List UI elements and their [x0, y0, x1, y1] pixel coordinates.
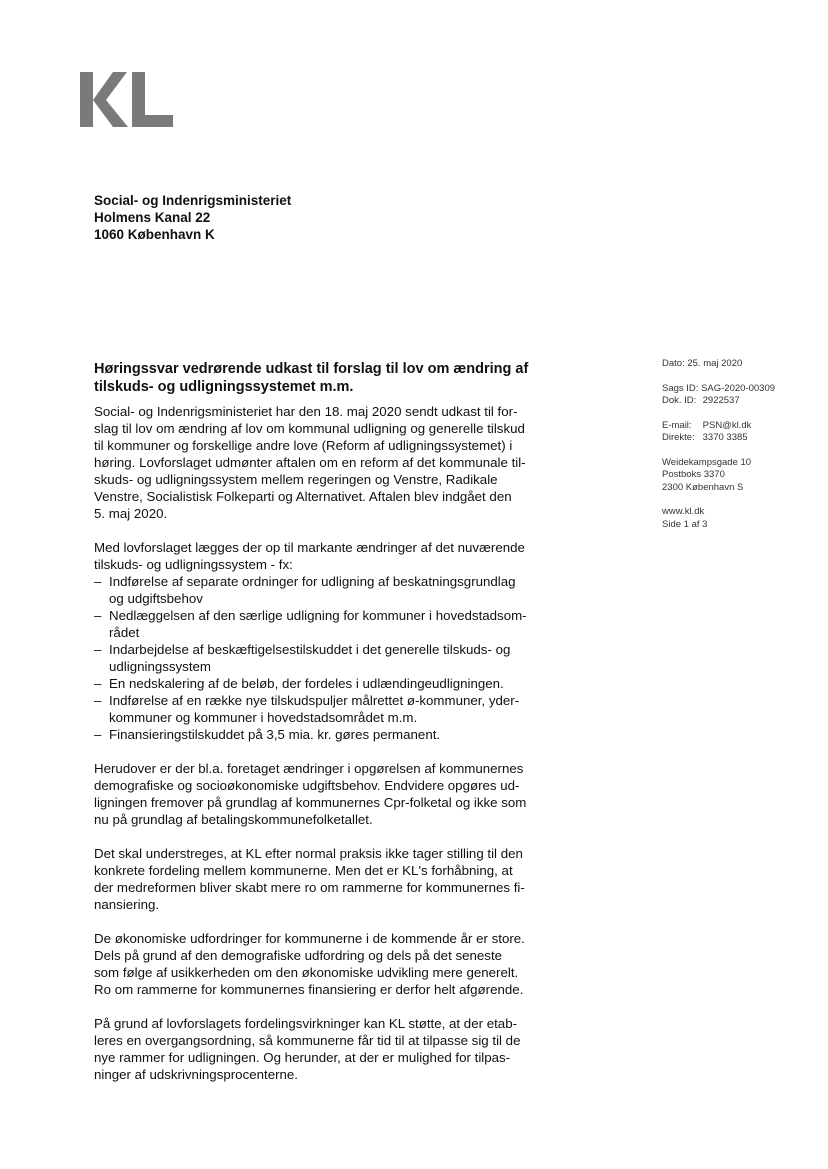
text-line: Venstre, Socialistisk Folkeparti og Alternativet. Aftalen blev indgået den [94, 489, 512, 504]
text-line: Med lovforslaget lægges der op til markante ændringer af det nuværende [94, 540, 525, 555]
list-item-line: udligningssystem [109, 659, 211, 674]
sender-address-line: Weidekampsgade 10 [662, 456, 752, 468]
email-value: PSN@kl.dk [702, 419, 752, 431]
text-line: 5. maj 2020. [94, 506, 168, 521]
document-heading [94, 360, 554, 396]
text-line: Dels på grund af den demografiske udfordring og dels på det seneste [94, 948, 503, 963]
list-item-line: Indførelse af separate ordninger for udligning af beskatningsgrundlag [109, 574, 516, 589]
list-item-line: En nedskalering af de beløb, der fordeles i udlændingeudligningen. [109, 676, 504, 691]
text-line: tilskuds- og udligningssystem - fx: [94, 557, 293, 572]
list-item-line: kommuner og kommuner i hovedstadsområdet m.m. [109, 710, 418, 725]
text-line: nansiering. [94, 897, 160, 912]
paragraph [94, 403, 554, 522]
text-line: De økonomiske udfordringer for kommunerne i de kommende år er store. [94, 931, 525, 946]
list-item-line: Nedlæggelsen af den særlige udligning for kommuner i hovedstadsom- [109, 608, 527, 623]
text-line: På grund af lovforslagets fordelingsvirkninger kan KL støtte, at der etab- [94, 1016, 518, 1031]
kl-logo [80, 70, 180, 130]
date-value: 25. maj 2020 [687, 358, 743, 369]
document-body [94, 403, 554, 1100]
text-line: Herudover er der bl.a. foretaget ændringer i opgørelsen af kommunernes [94, 761, 524, 776]
email-row [662, 420, 775, 433]
sender-address-line: 2300 København S [662, 481, 744, 493]
page-number: Side 1 af 3 [662, 518, 708, 530]
date-row [662, 358, 775, 371]
direct-phone-value: 3370 3385 [702, 432, 748, 443]
list-item-line: rådet [109, 625, 140, 640]
paragraph-with-list [94, 539, 554, 743]
heading-line: tilskuds- og udligningssystemet m.m. [94, 379, 354, 395]
heading-line: Høringssvar vedrørende udkast til forslag til lov om ændring af [94, 361, 529, 377]
list-item-line: Indarbejdelse af beskæftigelsestilskuddet i det generelle tilskuds- og [109, 642, 511, 657]
bullet-dash: – [94, 574, 102, 589]
case-id-value: SAG-2020-00309 [701, 382, 776, 394]
date-label: Dato: [662, 358, 685, 369]
doc-id-value: 2922537 [702, 395, 740, 406]
list-item [94, 607, 554, 641]
doc-id-label: Dok. ID: [662, 395, 697, 406]
text-line: konkrete fordeling mellem kommunerne. Men det er KL's forhåbning, at [94, 863, 513, 878]
paragraph [94, 1015, 554, 1083]
direct-phone-row [662, 432, 775, 445]
bullet-dash: – [94, 676, 102, 691]
doc-id-row [662, 395, 775, 408]
website: www.kl.dk [662, 506, 705, 517]
bullet-dash: – [94, 727, 102, 742]
text-line: demografiske og socioøkonomiske udgiftsbehov. Endvidere opgøres ud- [94, 778, 520, 793]
text-line: Det skal understreges, at KL efter normal praksis ikke tager stilling til den [94, 846, 523, 861]
bullet-dash: – [94, 642, 102, 657]
paragraph [94, 845, 554, 913]
list-item [94, 726, 554, 743]
paragraph [94, 760, 554, 828]
list-item [94, 675, 554, 692]
direct-phone-label: Direkte: [662, 432, 695, 443]
text-line: ninger af udskrivningsprocenterne. [94, 1067, 299, 1082]
text-line: der medreformen bliver skabt mere ro om rammerne for kommunernes fi- [94, 880, 525, 895]
document-metadata [662, 358, 775, 531]
paragraph [94, 930, 554, 998]
list-item-line: Indførelse af en række nye tilskudspuljer målrettet ø-kommuner, yder- [109, 693, 520, 708]
email-label: E-mail: [662, 419, 692, 431]
list-item [94, 692, 554, 726]
text-line: som følge af usikkerheden om den økonomiske udvikling mere generelt. [94, 965, 519, 980]
text-line: til kommuner og forskellige andre love (Reform af udligningssystemet) i [94, 438, 513, 453]
recipient-address [94, 192, 291, 243]
text-line: slag til lov om ændring af lov om kommunal udligning og generelle tilskud [94, 421, 525, 436]
list-item [94, 573, 554, 607]
case-id-row [662, 383, 775, 396]
list-item-line: og udgiftsbehov [109, 591, 203, 606]
text-line: ligningen fremover på grundlag af kommunernes Cpr-folketal og ikke som [94, 795, 527, 810]
text-line: høring. Lovforslaget udmønter aftalen om en reform af det kommunale til- [94, 455, 526, 470]
address-line: Social- og Indenrigsministeriet [94, 193, 292, 208]
text-line: leres en overgangsordning, så kommunerne får tid til at tilpasse sig til de [94, 1033, 521, 1048]
bullet-dash: – [94, 693, 102, 708]
case-id-label: Sags ID: [662, 382, 699, 394]
list-item-line: Finansieringstilskuddet på 3,5 mia. kr. gøres permanent. [109, 727, 441, 742]
list-item [94, 641, 554, 675]
address-line: 1060 København K [94, 227, 215, 242]
address-line: Holmens Kanal 22 [94, 210, 211, 225]
text-line: Ro om rammerne for kommunernes finansiering er derfor helt afgørende. [94, 982, 524, 997]
text-line: Social- og Indenrigsministeriet har den 18. maj 2020 sendt udkast til for- [94, 404, 518, 419]
text-line: nu på grundlag af betalingskommunefolketallet. [94, 812, 373, 827]
text-line: skuds- og udligningssystem mellem regeringen og Venstre, Radikale [94, 472, 498, 487]
sender-address-line: Postboks 3370 [662, 469, 725, 480]
bullet-dash: – [94, 608, 102, 623]
text-line: nye rammer for udligningen. Og herunder, at der er mulighed for tilpas- [94, 1050, 511, 1065]
